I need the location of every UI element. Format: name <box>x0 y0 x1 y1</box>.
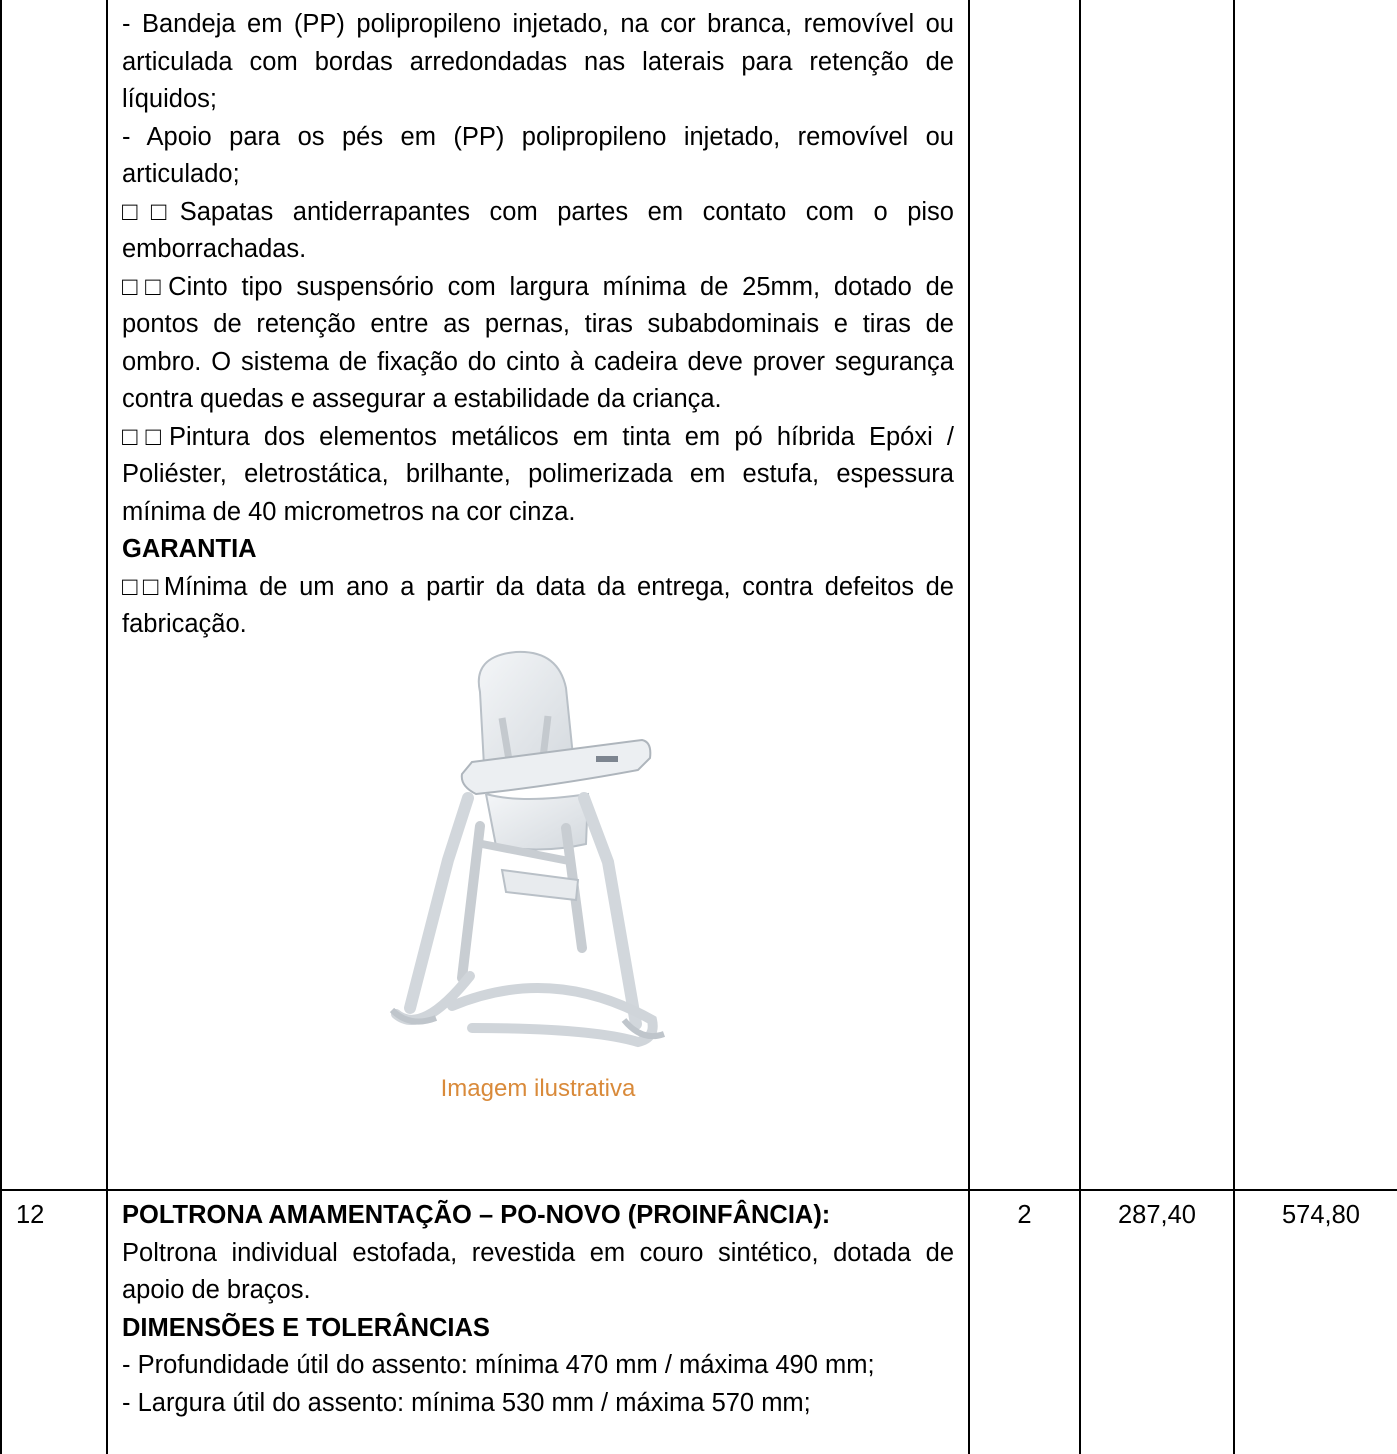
section-heading: DIMENSÕES E TOLERÂNCIAS <box>122 1313 490 1342</box>
item-number: 12 <box>16 1201 45 1229</box>
unit-price-value: 287,40 <box>1118 1201 1196 1229</box>
total-price-cell <box>1234 0 1397 1190</box>
description-line: - Profundidade útil do assento: mínima 470 mm / máxima 490 mm; <box>122 1351 875 1379</box>
high-chair-image <box>352 648 732 1068</box>
table-row <box>1 1190 1397 1454</box>
total-price-cell <box>1234 1190 1397 1454</box>
total-price-value: 574,80 <box>1282 1201 1360 1229</box>
unit-price-cell <box>1080 0 1234 1190</box>
description-line: Poltrona individual estofada, revestida em couro sintético, dotada de apoio de braços. <box>122 1238 954 1304</box>
image-caption: Imagem ilustrativa <box>440 1075 636 1102</box>
item-number-cell <box>1 0 107 1190</box>
bullet-glyph: □□ <box>122 272 169 301</box>
bullet-item: □□Sapatas antiderrapantes com partes em contato com o piso emborrachadas. <box>122 197 954 263</box>
bullet-item: □□Pintura dos elementos metálicos em tinta em pó híbrida Epóxi / Poliéster, eletrostática, brilhante, polimerizada em estufa, espessura mínima de 40 micrometros na cor cinza. <box>122 422 954 526</box>
quantity-cell <box>969 0 1080 1190</box>
item-title: POLTRONA AMAMENTAÇÃO – PO-NOVO (PROINFÂNCIA): <box>122 1201 831 1229</box>
quantity-cell <box>969 1190 1080 1454</box>
bullet-glyph: □□ <box>122 197 180 226</box>
bullet-glyph: □□ <box>122 572 164 601</box>
high-chair-figure <box>122 648 954 1116</box>
description-line: - Largura útil do assento: mínima 530 mm / máxima 570 mm; <box>122 1388 811 1417</box>
bullet-item: □□Cinto tipo suspensório com largura mínima de 25mm, dotado de pontos de retenção entre as pernas, tiras subabdominais e tiras de ombro. O sistema de fixação do cinto à cadeira deve prover segurança contra quedas e assegurar a estabilidade da criança. <box>122 272 954 413</box>
bullet-glyph: □□ <box>122 422 169 451</box>
description-line: - Bandeja em (PP) polipropileno injetado, na cor branca, removível ou articulada com bordas arredondadas nas laterais para retenção de líquidos; <box>122 10 954 113</box>
description-cell <box>107 1190 969 1454</box>
quantity-value: 2 <box>1017 1201 1032 1229</box>
bullet-item: □□Mínima de um ano a partir da data da entrega, contra defeitos de fabricação. <box>122 572 954 638</box>
item-number-cell <box>1 1190 107 1454</box>
table-row <box>1 0 1397 1190</box>
description-cell <box>107 0 969 1190</box>
description-line: - Apoio para os pés em (PP) polipropileno injetado, removível ou articulado; <box>122 122 954 188</box>
unit-price-cell <box>1080 1190 1234 1454</box>
section-heading: GARANTIA <box>122 535 257 563</box>
